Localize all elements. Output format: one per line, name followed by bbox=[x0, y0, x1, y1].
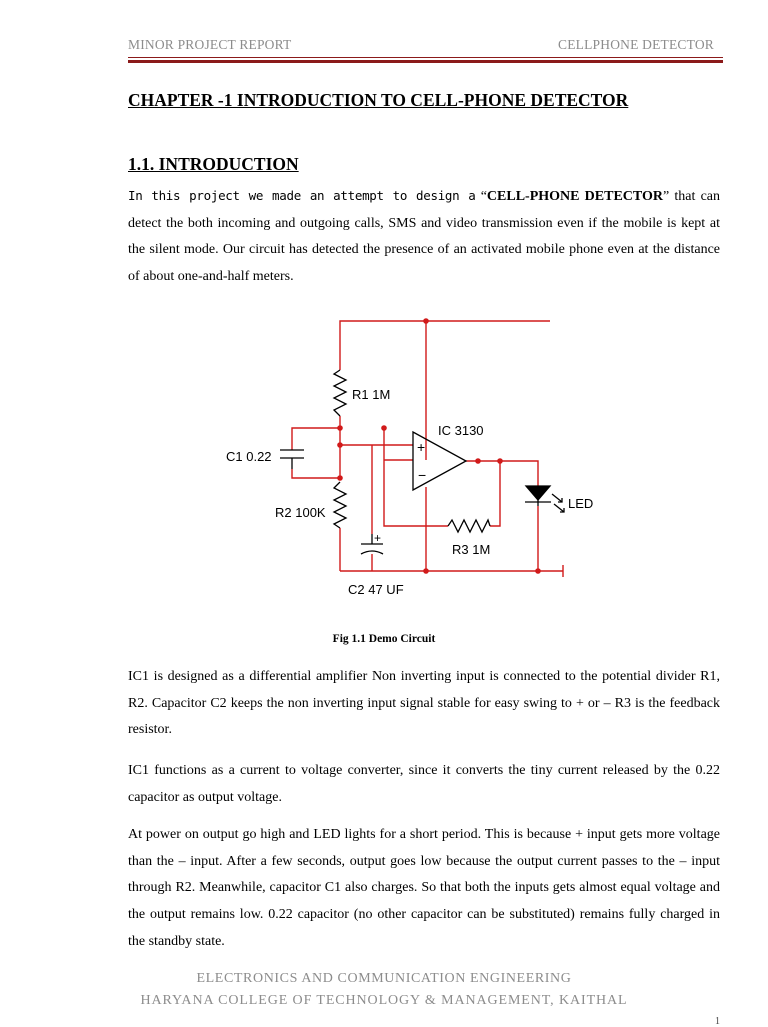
figure-caption: Fig 1.1 Demo Circuit bbox=[332, 633, 436, 645]
ic-plus-input-sign: + bbox=[417, 439, 426, 455]
r2-label: R2 100K bbox=[275, 505, 326, 520]
r3-resistor-symbol bbox=[448, 520, 490, 532]
header-right-text: CELLPHONE DETECTOR bbox=[558, 37, 714, 52]
c2-plus-sign: + bbox=[374, 531, 382, 545]
intro-paragraph bbox=[128, 183, 720, 291]
c2-label: C2 47 UF bbox=[348, 582, 404, 597]
r1-label: R1 1M bbox=[352, 387, 391, 402]
page-header bbox=[128, 37, 720, 55]
led-diode-symbol bbox=[526, 486, 550, 500]
footer-college: HARYANA COLLEGE OF TECHNOLOGY & MANAGEMENT, KAITHAL bbox=[140, 993, 628, 1008]
r3-label: R3 1M bbox=[452, 542, 491, 557]
ic-label: IC 3130 bbox=[438, 423, 484, 438]
led-label: LED bbox=[568, 496, 594, 511]
header-left-text: MINOR PROJECT REPORT bbox=[128, 37, 292, 52]
intro-bold-term: CELL-PHONE DETECTOR bbox=[486, 189, 663, 204]
circuit-wires bbox=[292, 321, 563, 577]
header-rule-thin bbox=[128, 57, 723, 58]
r1-resistor-symbol bbox=[334, 370, 346, 416]
intro-rest: ” that can detect the both incoming and outgoing calls, SMS and video transmission even if the mobile is kept at the silent mode. Our circuit has detected the presence of an activated mobile phone even at the distance of about one-and-half meters. bbox=[128, 189, 720, 285]
paragraph-current-to-voltage: IC1 functions as a current to voltage converter, since it converts the tiny current released by the 0.22 capacitor as output voltage. bbox=[128, 763, 720, 805]
intro-quote-open: “ bbox=[475, 189, 487, 204]
header-rule-thick bbox=[128, 60, 723, 63]
footer-department: ELECTRONICS AND COMMUNICATION ENGINEERING bbox=[196, 971, 572, 986]
demo-circuit-diagram bbox=[220, 308, 594, 608]
paragraph-power-on-behavior: At power on output go high and LED lights for a short period. This is because + input gets more voltage than the – input. After a few seconds, output goes low because the output current passes to the – input through R2. Meanwhile, capacitor C1 also charges. So that both the inputs gets almost equal voltage and the output remains low. 0.22 capacitor (no other capacitor can be substituted) remains fully charged in the standby state. bbox=[128, 827, 720, 949]
c2-plate-bottom bbox=[361, 551, 383, 554]
c1-label: C1 0.22 bbox=[226, 449, 272, 464]
ic-minus-input-sign: − bbox=[418, 467, 427, 483]
intro-lead: In this project we made an attempt to design a bbox=[128, 188, 476, 203]
paragraph-differential-amplifier: IC1 is designed as a differential amplifier Non inverting input is connected to the potential divider R1, R2. Capacitor C2 keeps the non inverting input signal stable for easy swing to + or – R3 is the feedback resistor. bbox=[128, 669, 720, 738]
section-title: 1.1. INTRODUCTION bbox=[128, 154, 299, 174]
page-number: 1 bbox=[715, 1016, 720, 1027]
chapter-title: CHAPTER -1 INTRODUCTION TO CELL-PHONE DETECTOR bbox=[128, 90, 629, 110]
r2-resistor-symbol bbox=[334, 482, 346, 528]
